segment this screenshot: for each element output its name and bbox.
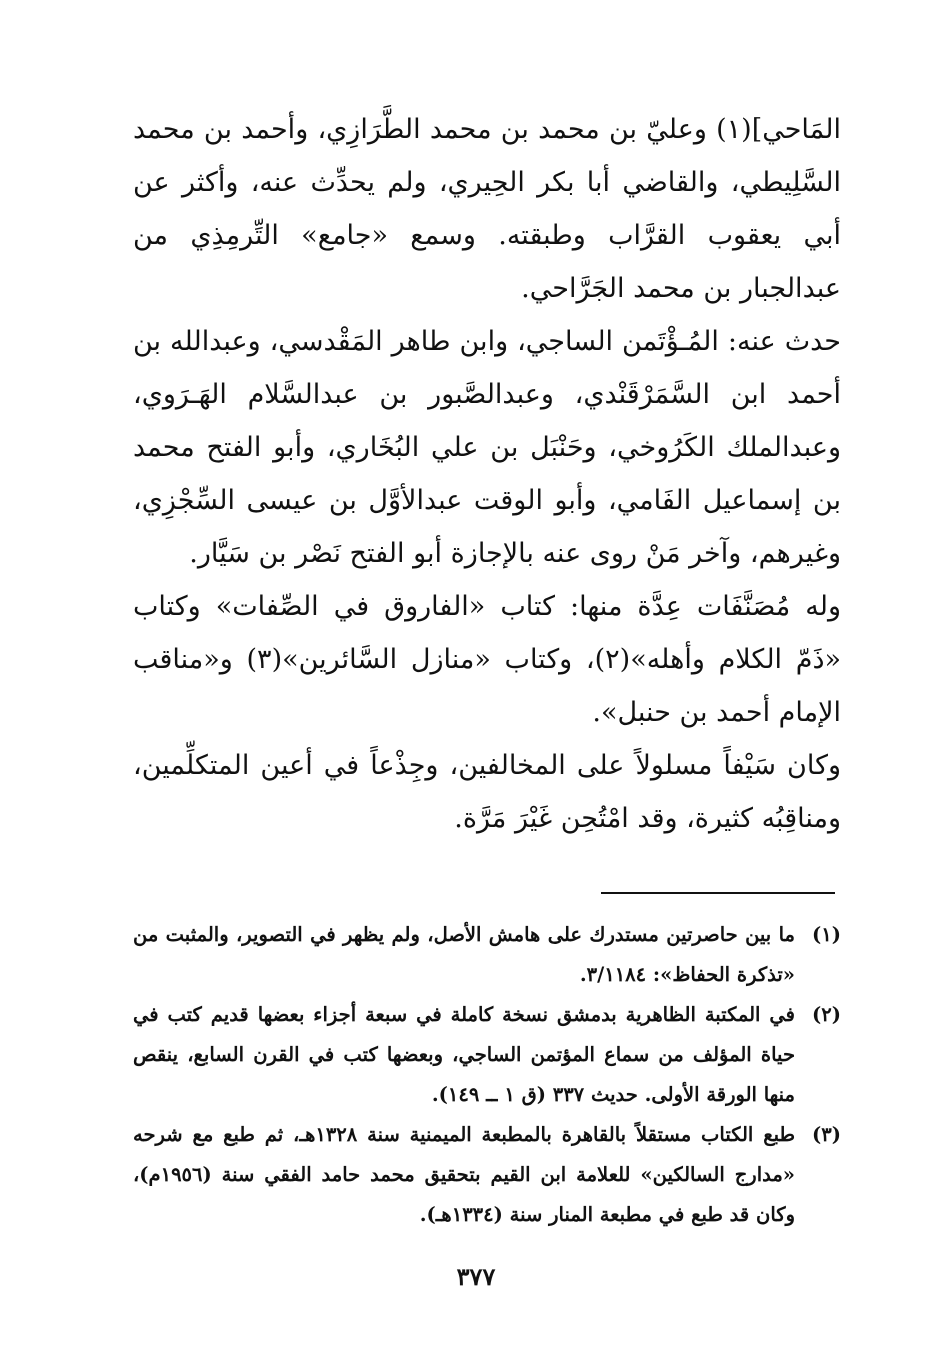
paragraph-2: حدث عنه: المُـؤْتَمن الساجي، وابن طاهر المَقْدسي، وعبدالله بن أحمد ابن السَّمَرْقَنْدي، وعبدالصَّبور بن عبدالسَّلام الهَـرَوي، وعبدالملك الكَرُوخي، وحَنْبَل بن علي البُخَاري، وأبو الفتح محمد بن إسماعيل الفَامي، وأبو الوقت عبدالأوَّل بن عيسى السِّجْزِي، وغيرهم، وآخر مَنْ روى عنه بالإجازة أبو الفتح نَصْر بن سَيَّار. (133, 326, 841, 569)
paragraph-1: المَاحي](١) وعليّ بن محمد بن محمد الطَّرَازِي، وأحمد بن محمد السَّلِيطي، والقاضي أبا بكر الحِيري، ولم يحدِّث عنه، وأكثر عن أبي يعقوب القرَّاب وطبقته. وسمع «جامع» التِّرمِذِي من عبدالجبار بن محمد الجَرَّاحي. (133, 114, 841, 304)
footnote-3 (133, 1115, 841, 1235)
paragraph-3: وله مُصَنَّفَات عِدَّة منها: كتاب «الفاروق في الصِّفات» وكتاب «ذَمّ الكلام وأهله»(٢)، وكتاب «منازل السَّائرين»(٣) و«مناقب الإمام أحمد بن حنبل». (133, 591, 841, 728)
footnotes (133, 915, 841, 1235)
footnote-text: طبع الكتاب مستقلاً بالقاهرة بالمطبعة الميمنية سنة ١٣٢٨هـ، ثم طبع مع شرحه «مدارج السالكين» للعلامة ابن القيم بتحقيق محمد حامد الفقي سنة (١٩٥٦م)، وكان قد طبع في مطبعة المنار سنة (١٣٣٤هـ). (133, 1123, 795, 1226)
footnote-number: (٢) (812, 1003, 841, 1026)
main-text (133, 103, 841, 845)
footnote-divider (601, 892, 835, 894)
footnote-number: (٣) (812, 1123, 841, 1146)
page-number: ٣٧٧ (456, 1262, 496, 1291)
footnote-number: (١) (812, 923, 841, 946)
footnote-1 (133, 915, 841, 995)
footnote-2 (133, 995, 841, 1115)
footnote-text: في المكتبة الظاهرية بدمشق نسخة كاملة في سبعة أجزاء بعضها قديم كتب في حياة المؤلف من سماع المؤتمن الساجي، وبعضها كتب في القرن السابع، ينقص منها الورقة الأولى. حديث ٣٣٧ (ق ١ ــ ١٤٩). (133, 1003, 795, 1106)
footnote-text: ما بين حاصرتين مستدرك على هامش الأصل، ولم يظهر في التصوير، والمثبت من «تذكرة الحفاظ»: ٣/١١٨٤. (133, 923, 795, 986)
paragraph-4: وكان سَيْفاً مسلولاً على المخالفين، وجِذْعاً في أعين المتكلِّمين، ومناقِبُه كثيرة، وقد امْتُحِن غَيْرَ مَرَّة. (133, 750, 841, 834)
